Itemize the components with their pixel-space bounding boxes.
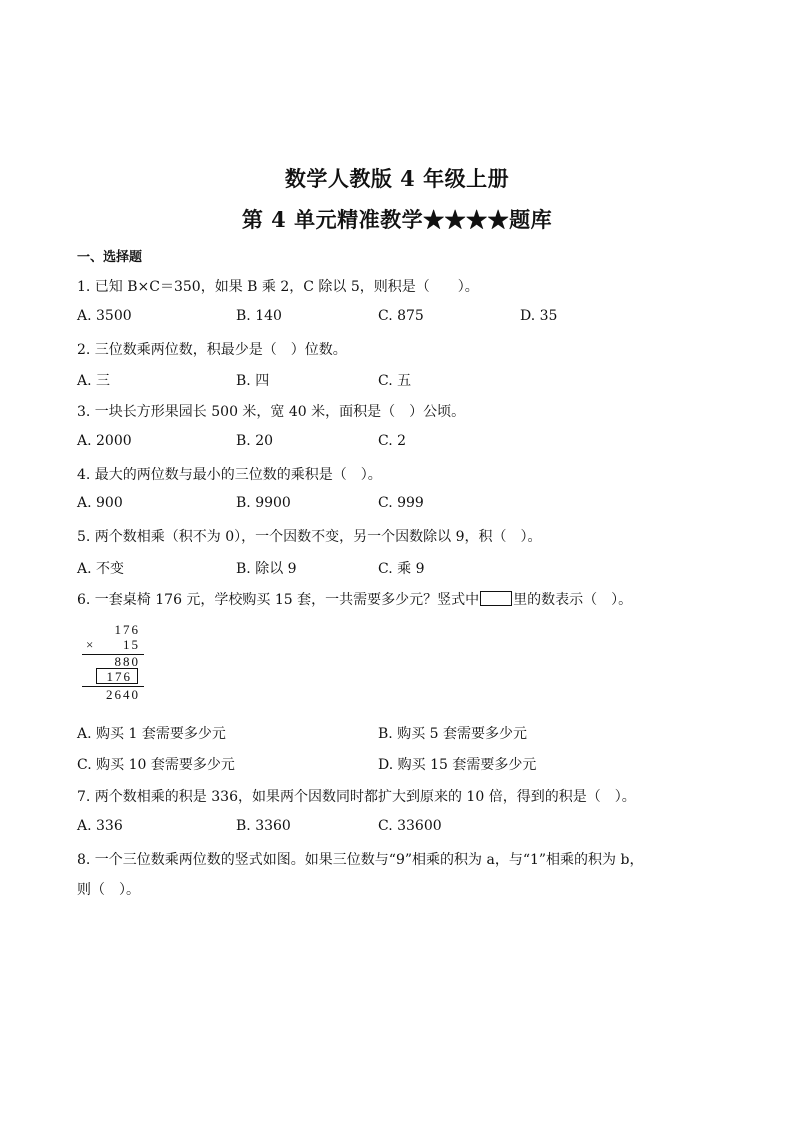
- highlight-box: [480, 591, 512, 606]
- page-title: 数学人教版 4 年级上册: [284, 166, 510, 191]
- question-4: 4. 最大的两位数与最小的三位数的乘积是（ ）。: [77, 467, 382, 483]
- option-a[interactable]: A. 不变: [77, 561, 125, 577]
- option-b[interactable]: B. 9900: [236, 495, 291, 511]
- option-c[interactable]: C. 2: [378, 433, 407, 449]
- vertical-multiplication: [82, 622, 144, 706]
- product: 2640: [106, 687, 140, 702]
- question-8: 8. 一个三位数乘两位数的竖式如图。如果三位数与“9”相乘的积为 a，与“1”相乘的积为 b，: [77, 852, 644, 868]
- question-8-continued: 则（ ）。: [77, 882, 140, 898]
- question-5: 5. 两个数相乘（积不为 0），一个因数不变，另一个因数除以 9，积（ ）。: [77, 529, 542, 545]
- question-2: 2. 三位数乘两位数，积最少是（ ）位数。: [77, 342, 347, 358]
- option-b[interactable]: B. 四: [236, 373, 270, 389]
- question-6-text: 6. 一套桌椅 176 元，学校购买 15 套，一共需要多少元？竖式中: [77, 592, 480, 608]
- option-a[interactable]: A. 3500: [77, 308, 132, 324]
- option-a[interactable]: A. 336: [77, 818, 123, 834]
- option-a[interactable]: A. 900: [77, 495, 123, 511]
- multiplier: 15: [123, 637, 140, 652]
- option-c[interactable]: C. 875: [378, 308, 424, 324]
- question-6-text-end: 里的数表示（ ）。: [513, 592, 633, 608]
- partial-product-2: 176: [106, 669, 132, 684]
- multiply-sign: ×: [86, 637, 96, 652]
- section-heading: 一、选择题: [77, 250, 143, 265]
- option-d[interactable]: D. 35: [520, 308, 558, 324]
- option-c[interactable]: C. 乘 9: [378, 561, 425, 577]
- option-d[interactable]: D. 购买 15 套需要多少元: [378, 757, 537, 773]
- option-b[interactable]: B. 购买 5 套需要多少元: [378, 726, 527, 742]
- option-c[interactable]: C. 五: [378, 373, 412, 389]
- multiplicand: 176: [114, 622, 140, 637]
- question-6: [77, 589, 632, 609]
- question-7: 7. 两个数相乘的积是 336，如果两个因数同时都扩大到原来的 10 倍，得到的积是（ ）。: [77, 789, 636, 805]
- page-subtitle: 第 4 单元精准教学★★★★题库: [241, 207, 553, 232]
- option-c[interactable]: C. 购买 10 套需要多少元: [77, 757, 235, 773]
- option-c[interactable]: C. 33600: [378, 818, 442, 834]
- option-b[interactable]: B. 20: [236, 433, 274, 449]
- option-c[interactable]: C. 999: [378, 495, 424, 511]
- option-b[interactable]: B. 3360: [236, 818, 291, 834]
- partial-product-1: 880: [114, 654, 140, 669]
- option-b[interactable]: B. 140: [236, 308, 282, 324]
- question-1: 1. 已知 B×C＝350，如果 B 乘 2，C 除以 5，则积是（ ）。: [77, 279, 479, 295]
- option-b[interactable]: B. 除以 9: [236, 561, 297, 577]
- option-a[interactable]: A. 购买 1 套需要多少元: [77, 726, 226, 742]
- question-3: 3. 一块长方形果园长 500 米，宽 40 米，面积是（ ）公顷。: [77, 404, 466, 420]
- option-a[interactable]: A. 2000: [77, 433, 132, 449]
- option-a[interactable]: A. 三: [77, 373, 111, 389]
